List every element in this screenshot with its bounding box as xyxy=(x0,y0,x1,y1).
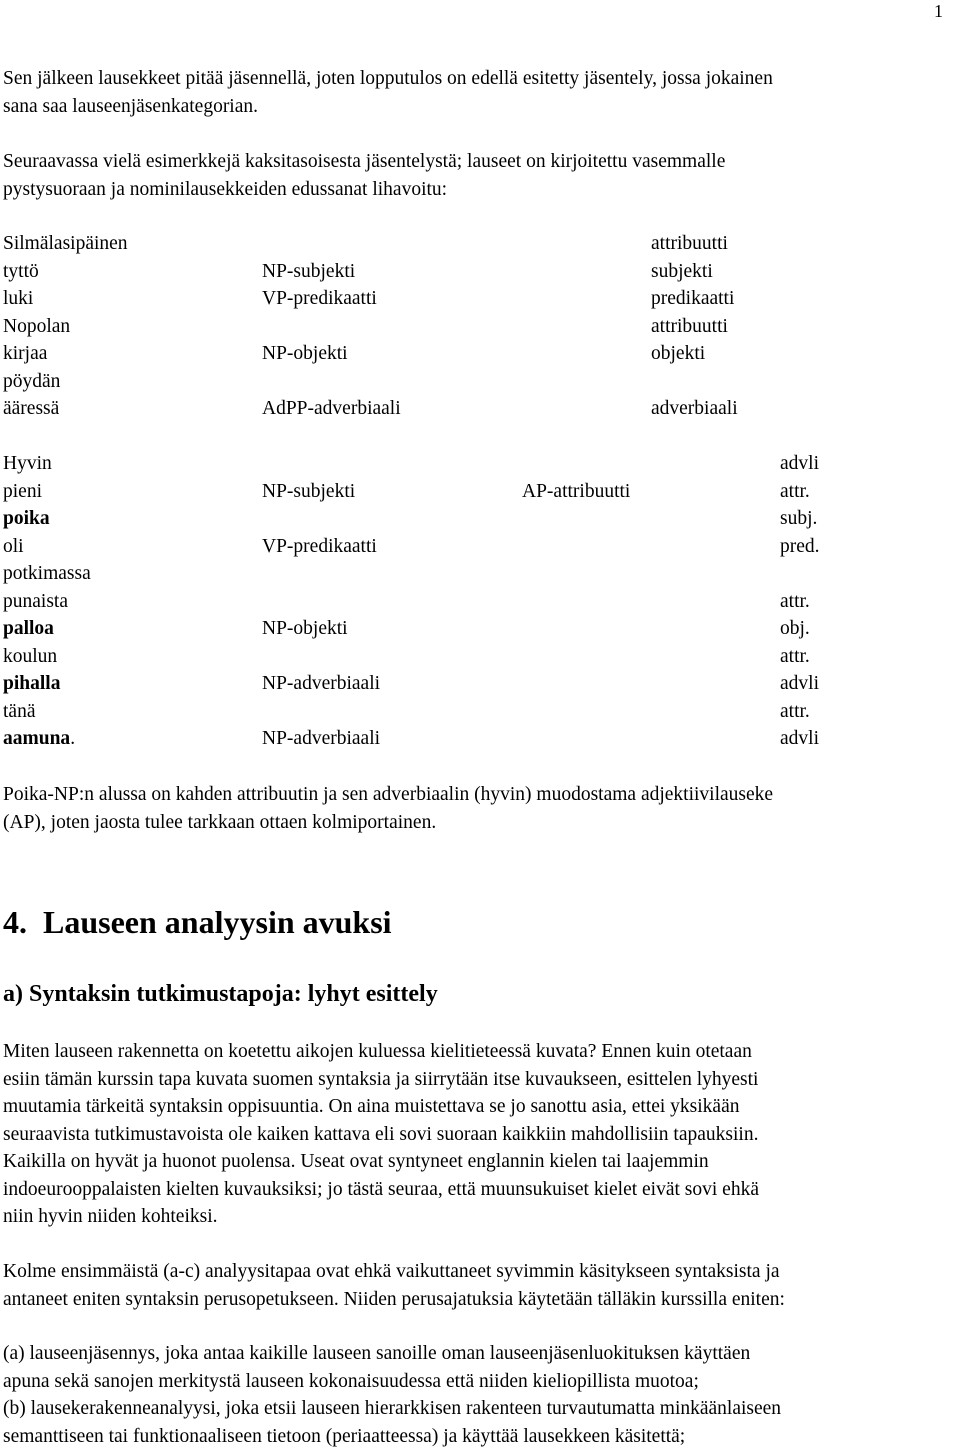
function-cell: attr. xyxy=(780,480,810,502)
word-cell: koulun xyxy=(3,645,58,667)
function-cell: objekti xyxy=(651,343,706,364)
section-heading: 4. Lauseen analyysin avuksi xyxy=(3,904,392,940)
table-row xyxy=(3,643,955,671)
function-cell: advli xyxy=(780,453,819,474)
head-word-cell: poika xyxy=(3,508,50,529)
text-line: Sen jälkeen lausekkeet pitää jäsennellä, joten lopputulos on edellä esitetty jäsentely, jossa jokainen xyxy=(3,68,773,89)
text-line: Kaikilla on hyvät ja huonot puolensa. Useat ovat syntyneet englannin kielen tai laajemmin xyxy=(3,1151,709,1172)
table-row xyxy=(3,725,955,753)
page-number: 1 xyxy=(934,1,943,21)
table-row xyxy=(3,698,955,726)
function-cell: pred. xyxy=(780,535,820,557)
function-cell: adverbiaali xyxy=(651,398,738,419)
word-cell: ääressä xyxy=(3,398,60,419)
table-row xyxy=(3,368,955,396)
table-row xyxy=(3,230,955,258)
word-cell: pöydän xyxy=(3,370,61,392)
table-row xyxy=(3,395,955,423)
phrase-cell: VP-predikaatti xyxy=(262,288,377,309)
text-line: Kolme ensimmäistä (a-c) analyysitapaa ovat ehkä vaikuttaneet syvimmin käsitykseen syntaksista ja xyxy=(3,1261,780,1282)
word-cell xyxy=(3,725,75,753)
word-cell: Nopolan xyxy=(3,315,71,337)
table-row xyxy=(3,313,955,341)
function-cell: subjekti xyxy=(651,260,713,282)
text-line: niin hyvin niiden kohteiksi. xyxy=(3,1206,218,1227)
phrase-cell: NP-adverbiaali xyxy=(262,728,381,749)
text-line: antaneet eniten syntaksin perusopetukseen. Niiden perusajatuksia käytetään tälläkin kurssilla eniten: xyxy=(3,1288,785,1310)
function-cell: predikaatti xyxy=(651,288,735,309)
function-cell: attr. xyxy=(780,645,810,667)
word-cell: kirjaa xyxy=(3,343,48,364)
intro-paragraph xyxy=(3,65,955,120)
table-row xyxy=(3,340,955,368)
head-word: aamuna xyxy=(3,728,71,749)
word-cell: tänä xyxy=(3,700,36,722)
text-line: esiin tämän kurssin tapa kuvata suomen syntaksia ja siirrytään itse kuvaukseen, esittelen lyhyesti xyxy=(3,1068,759,1090)
example-sentence-2-table xyxy=(3,450,955,753)
body-paragraph xyxy=(3,1038,955,1231)
word-cell: Hyvin xyxy=(3,453,52,474)
subsection-heading: a) Syntaksin tutkimustapoja: lyhyt esittely xyxy=(3,981,438,1007)
table-row xyxy=(3,450,955,478)
head-word-cell: pihalla xyxy=(3,673,61,694)
methods-intro-paragraph xyxy=(3,1258,955,1313)
table-row xyxy=(3,670,955,698)
table-row xyxy=(3,533,955,561)
example-sentence-1-table xyxy=(3,230,955,423)
list-item-line: apuna sekä sanojen merkitystä lauseen kokonaisuudessa että niiden kieliopillista muotoa; xyxy=(3,1370,699,1392)
phrase-cell: NP-subjekti xyxy=(262,480,356,502)
word-cell: oli xyxy=(3,535,24,557)
table-row xyxy=(3,478,955,506)
text-line: seuraavista tutkimustavoista ole kaiken kattava eli sovi suoraan kaikkiin mahdollisiin tapauksiin. xyxy=(3,1123,759,1145)
phrase-cell: NP-objekti xyxy=(262,343,348,364)
text-line: muutamia tärkeitä syntaksin oppisuuntia. On aina muistettava se jo sanottu asia, ettei yksikään xyxy=(3,1096,740,1117)
head-word-cell: palloa xyxy=(3,618,54,639)
methods-list xyxy=(3,1340,955,1450)
table-row xyxy=(3,258,955,286)
word-cell: luki xyxy=(3,288,34,309)
list-item-line: (b) lausekerakenneanalyysi, joka etsii lauseen hierarkkisen rakenteen turvautumatta minkäänlaiseen xyxy=(3,1398,782,1419)
phrase-cell: VP-predikaatti xyxy=(262,535,377,557)
function-cell: attr. xyxy=(780,590,810,612)
text-line: Poika-NP:n alussa on kahden attribuutin ja sen adverbiaalin (hyvin) muodostama adjektiivilauseke xyxy=(3,784,774,805)
table-row xyxy=(3,588,955,616)
phrase-cell: NP-adverbiaali xyxy=(262,673,381,694)
phrase-cell: NP-objekti xyxy=(262,618,348,639)
table-row xyxy=(3,505,955,533)
text-line: (AP), joten jaosta tulee tarkkaan ottaen kolmiportainen. xyxy=(3,811,437,833)
subphrase-cell: AP-attribuutti xyxy=(522,480,631,502)
phrase-cell: NP-subjekti xyxy=(262,260,356,282)
ap-note-paragraph xyxy=(3,781,955,836)
punctuation: . xyxy=(70,728,76,749)
text-line: indoeurooppalaisten kielten kuvauksiksi; jo tästä seuraa, että muunsukuiset kielet eivät sovi ehkä xyxy=(3,1178,759,1200)
word-cell: Silmälasipäinen xyxy=(3,233,128,254)
list-item-line: (a) lauseenjäsennys, joka antaa kaikille lauseen sanoille oman lauseenjäsenluokituksen käyttäen xyxy=(3,1343,751,1364)
list-item-line: semanttiseen tai funktionaaliseen tietoon (periaatteessa) ja käyttää lausekkeen käsitettä; xyxy=(3,1425,686,1447)
table-row xyxy=(3,615,955,643)
function-cell: advli xyxy=(780,728,819,749)
word-cell: tyttö xyxy=(3,260,39,282)
function-cell: subj. xyxy=(780,508,818,529)
example-intro-paragraph xyxy=(3,148,955,203)
text-line: Miten lauseen rakennetta on koetettu aikojen kuluessa kielitieteessä kuvata? Ennen kuin otetaan xyxy=(3,1041,752,1062)
function-cell: attr. xyxy=(780,700,810,722)
word-cell: punaista xyxy=(3,590,68,612)
function-cell: obj. xyxy=(780,618,810,639)
text-line: sana saa lauseenjäsenkategorian. xyxy=(3,95,259,117)
function-cell: attribuutti xyxy=(651,233,728,254)
text-line: Seuraavassa vielä esimerkkejä kaksitasoisesta jäsentelystä; lauseet on kirjoitettu vasemmalle xyxy=(3,151,726,172)
function-cell: attribuutti xyxy=(651,315,728,337)
table-row xyxy=(3,560,955,588)
text-line: pystysuoraan ja nominilausekkeiden edussanat lihavoitu: xyxy=(3,178,448,200)
word-cell: pieni xyxy=(3,480,42,502)
function-cell: advli xyxy=(780,673,819,694)
table-row xyxy=(3,285,955,313)
phrase-cell: AdPP-adverbiaali xyxy=(262,398,401,419)
word-cell: potkimassa xyxy=(3,563,91,584)
